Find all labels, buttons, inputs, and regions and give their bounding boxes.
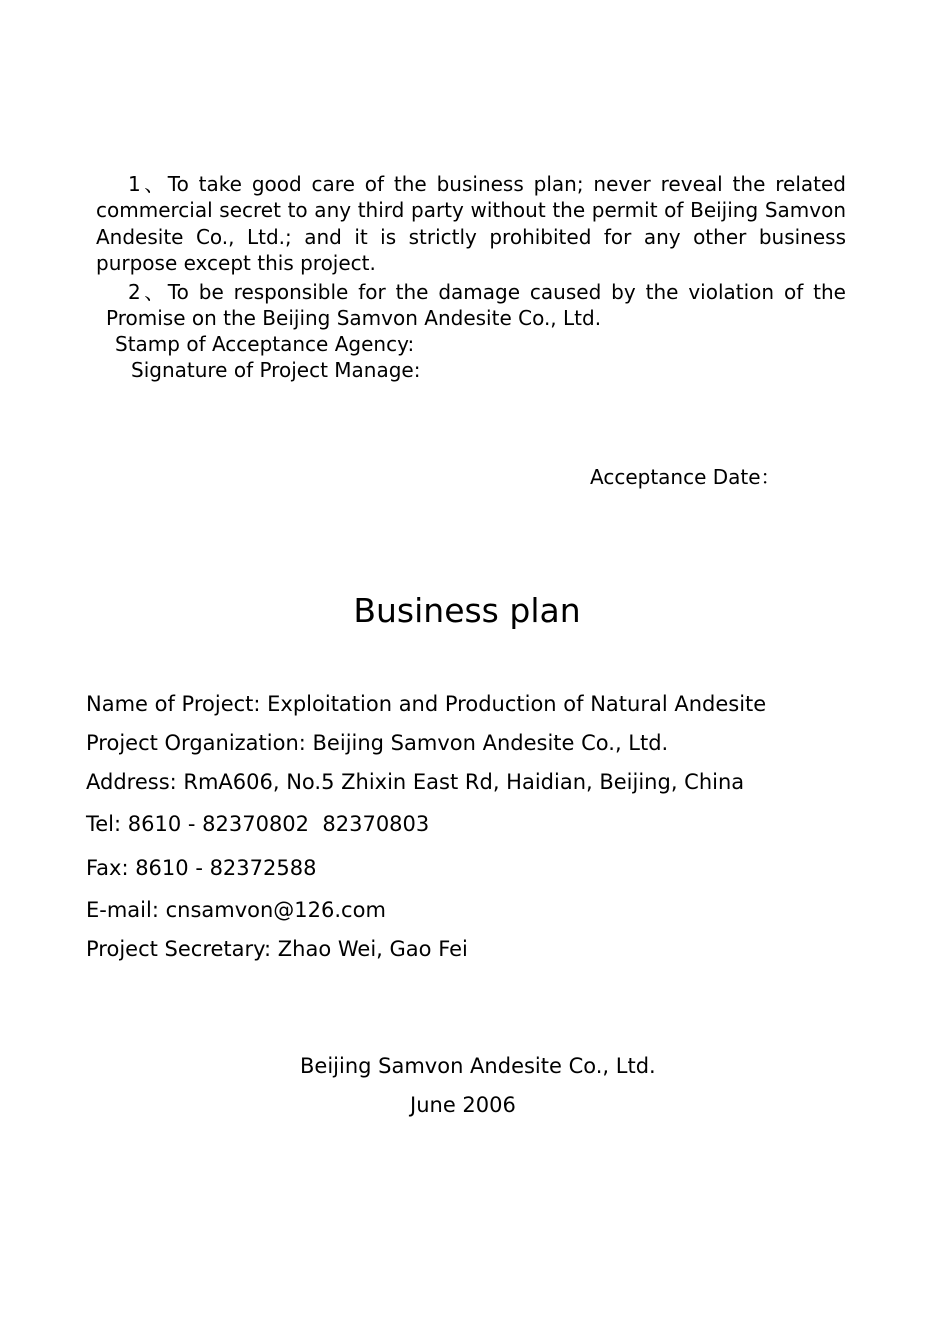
footer-date: June 2006 bbox=[410, 1093, 516, 1117]
project-address: Address: RmA606, No.5 Zhixin East Rd, Haidian, Beijing, China bbox=[86, 770, 745, 794]
footer-company: Beijing Samvon Andesite Co., Ltd. bbox=[300, 1054, 656, 1078]
signature-label: Signature of Project Manage: bbox=[131, 358, 421, 382]
project-secretary: Project Secretary: Zhao Wei, Gao Fei bbox=[86, 937, 468, 961]
commitment-item-1: 1、To take good care of the business plan; never reveal the related commercial secret to any third party without the permit of Beijing Samvon Andesite Co., Ltd.; and it is strictly prohibited for any other business purpose except this project. bbox=[96, 172, 846, 275]
project-email: E-mail: cnsamvon@126.com bbox=[86, 898, 386, 922]
project-fax: Fax: 8610 - 82372588 bbox=[86, 856, 317, 880]
project-name: Name of Project: Exploitation and Production of Natural Andesite bbox=[86, 692, 767, 716]
project-organization: Project Organization: Beijing Samvon Andesite Co., Ltd. bbox=[86, 731, 669, 755]
commitment-item-2: 2、To be responsible for the damage caused by the violation of the Promise on the Beijing Samvon Andesite Co., Ltd. bbox=[106, 280, 846, 331]
page-title: Business plan bbox=[353, 591, 581, 630]
acceptance-date-label: Acceptance Date： bbox=[590, 465, 781, 489]
stamp-label: Stamp of Acceptance Agency: bbox=[115, 332, 415, 356]
project-tel: Tel: 8610 - 82370802 82370803 bbox=[86, 812, 430, 836]
